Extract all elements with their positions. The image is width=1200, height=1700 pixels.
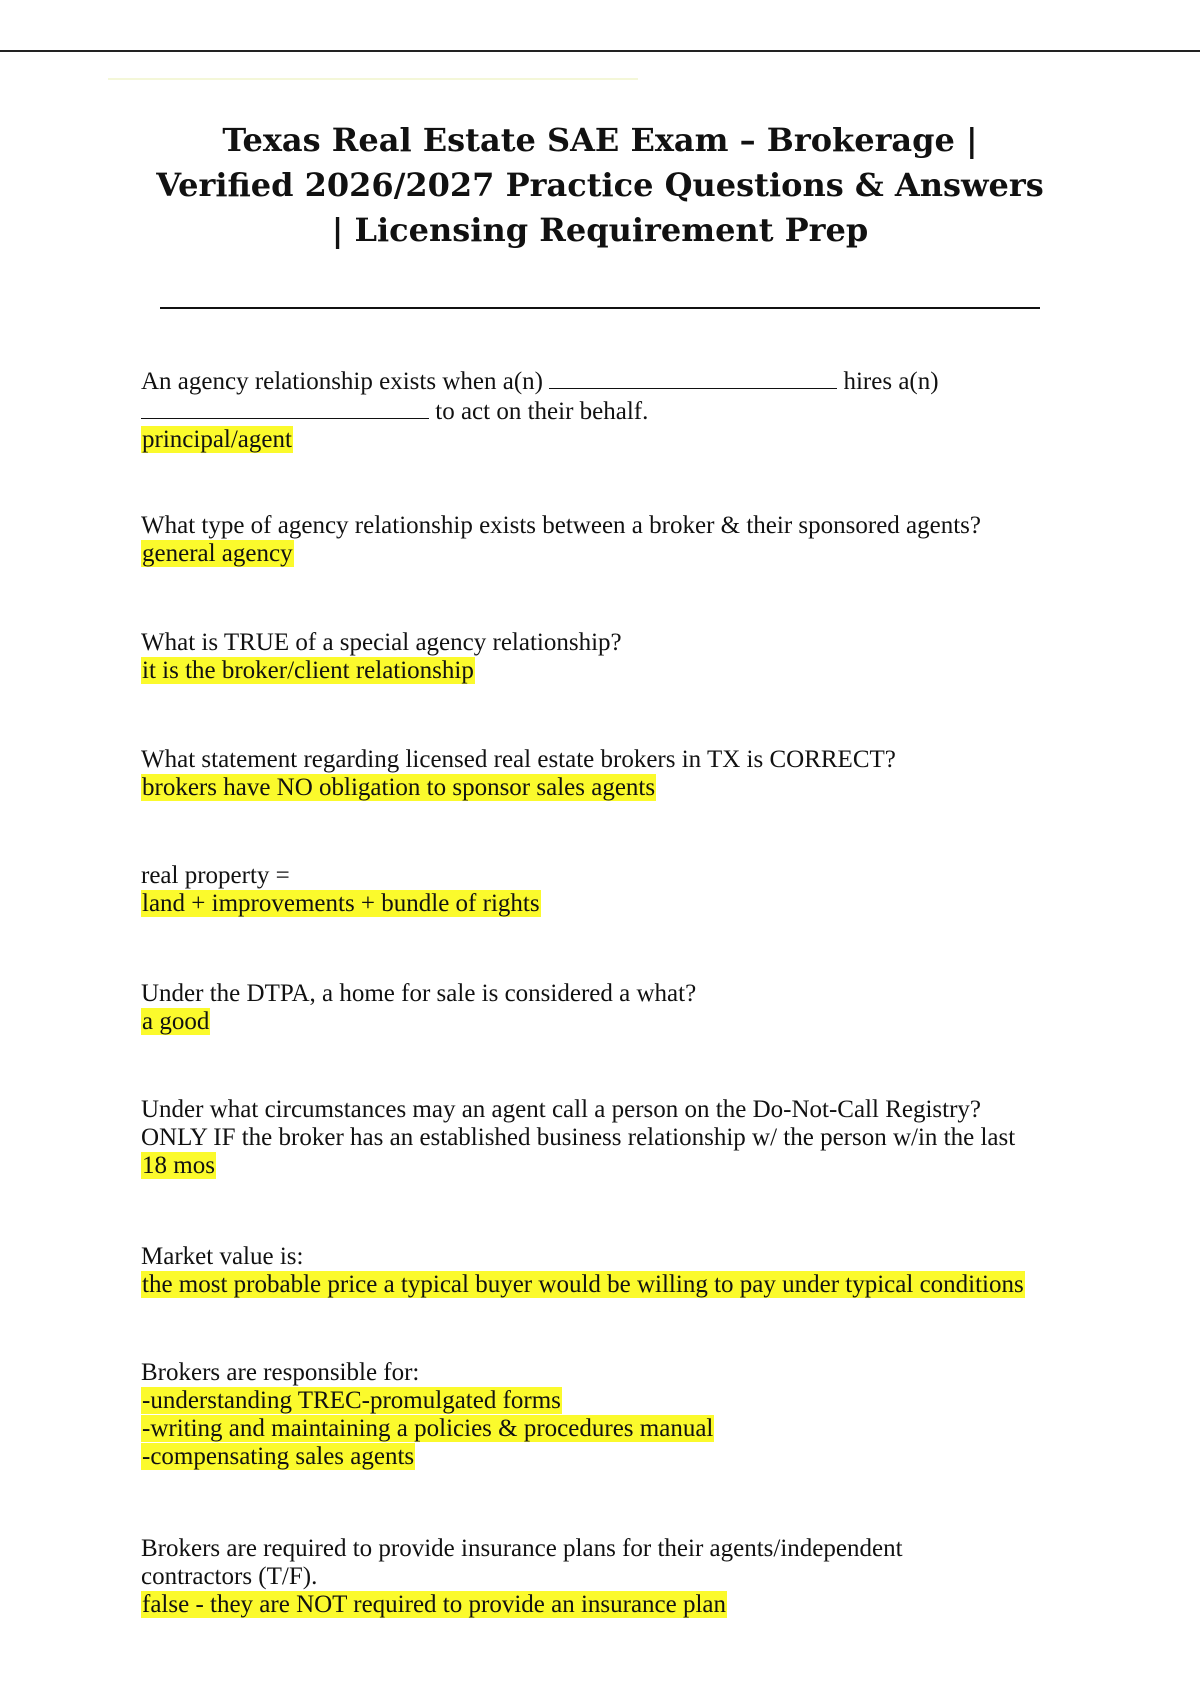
qa-item xyxy=(141,1096,1086,1180)
answer xyxy=(141,657,1086,685)
answer-text: false - they are NOT required to provide an insurance plan xyxy=(142,1591,727,1618)
answer-text: it is the broker/client relationship xyxy=(142,657,474,684)
qa-item xyxy=(141,746,1086,802)
question: What statement regarding licensed real estate brokers in TX is CORRECT? xyxy=(141,746,896,773)
question-line2: ONLY IF the broker has an established business relationship w/ the person w/in the last xyxy=(141,1124,1016,1151)
qa-item xyxy=(141,512,1086,568)
answer-text: principal/agent xyxy=(142,426,292,453)
qa-item xyxy=(141,980,1086,1036)
qa-item xyxy=(141,1243,1086,1299)
answer xyxy=(141,774,1086,802)
question: real property = xyxy=(141,862,290,889)
question: What type of agency relationship exists between a broker & their sponsored agents? xyxy=(141,512,982,539)
qa-item xyxy=(141,629,1086,685)
answer-blank xyxy=(549,366,837,389)
qa-item xyxy=(141,1535,1086,1619)
question: Under what circumstances may an agent call a person on the Do-Not-Call Registry? xyxy=(141,1096,982,1123)
qa-item xyxy=(141,1359,1086,1471)
answer-text: general agency xyxy=(142,540,293,567)
answer xyxy=(141,1443,1086,1471)
answer xyxy=(141,1387,1086,1415)
answer xyxy=(141,426,1086,454)
question-text: to act on their behalf. xyxy=(429,398,649,425)
question-text: hires a(n) xyxy=(837,368,939,395)
question xyxy=(141,366,1086,396)
question: Brokers are responsible for: xyxy=(141,1359,420,1386)
answer xyxy=(141,1591,1086,1619)
answer xyxy=(141,540,1086,568)
answer xyxy=(141,1415,1086,1443)
qa-item xyxy=(141,366,1086,454)
question-line2: contractors (T/F). xyxy=(141,1563,318,1590)
answer-text: the most probable price a typical buyer would be willing to pay under typical conditions xyxy=(142,1271,1024,1298)
top-rule xyxy=(0,50,1200,52)
document-title: Texas Real Estate SAE Exam – Brokerage | Verified 2026/2027 Practice Questions & Answers | Licensing Requirement Prep xyxy=(156,121,1044,249)
qa-item xyxy=(141,862,1086,918)
answer-text: land + improvements + bundle of rights xyxy=(142,890,540,917)
answer-text: brokers have NO obligation to sponsor sales agents xyxy=(142,774,656,801)
question: Market value is: xyxy=(141,1243,304,1270)
answer-text: a good xyxy=(142,1008,210,1035)
question xyxy=(141,396,1086,426)
title-divider xyxy=(160,307,1040,309)
question: What is TRUE of a special agency relationship? xyxy=(141,629,622,656)
answer-blank xyxy=(141,396,429,419)
answer-text: -compensating sales agents xyxy=(142,1443,415,1470)
question: Brokers are required to provide insurance plans for their agents/independent xyxy=(141,1535,903,1562)
question-text: An agency relationship exists when a(n) xyxy=(141,368,550,395)
answer xyxy=(141,1008,1086,1036)
answer xyxy=(141,890,1086,918)
answer-text: 18 mos xyxy=(142,1152,215,1179)
answer-text: -understanding TREC-promulgated forms xyxy=(142,1387,561,1414)
answer xyxy=(141,1152,1086,1180)
faint-rule xyxy=(108,78,638,80)
answer xyxy=(141,1271,1086,1299)
answer-text: -writing and maintaining a policies & procedures manual xyxy=(142,1415,714,1442)
question: Under the DTPA, a home for sale is considered a what? xyxy=(141,980,697,1007)
